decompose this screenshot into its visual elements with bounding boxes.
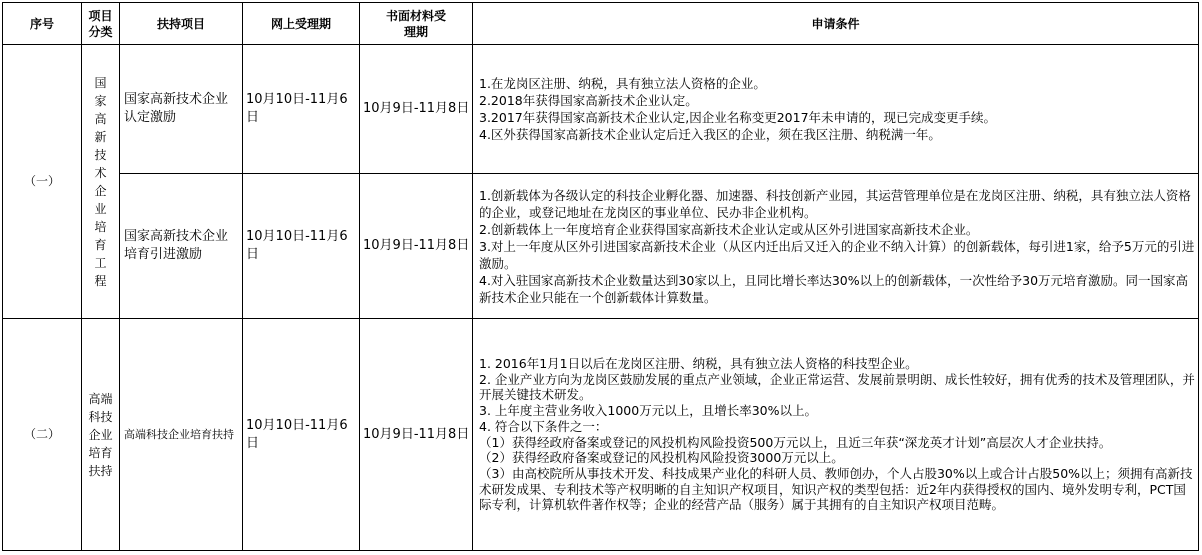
project-name: 国家高新技术企业认定激励 — [120, 45, 243, 174]
header-online: 网上受理期 — [243, 3, 360, 45]
project-name: 国家高新技术企业培育引进激励 — [120, 174, 243, 319]
header-row — [3, 3, 1199, 45]
group-category-label: 高端科技企业培育扶持 — [88, 391, 113, 478]
group-category — [82, 319, 120, 551]
condition-item: 2.创新载体上一年度培育企业获得国家高新技术企业认定或从区外引进国家高新技术企业。 — [479, 221, 979, 237]
condition-item: 3.2017年获得国家高新技术企业认定,因企业名称变更2017年未申请的，现已完成变更手续。 — [479, 110, 997, 125]
policy-table — [2, 2, 1199, 551]
group-category-label: 国家高新技术企业培育工程 — [94, 75, 107, 288]
condition-item: 1. 2016年1月1日以后在龙岗区注册、纳税，具有独立法人资格的科技型企业。 — [479, 355, 918, 371]
condition-item: 3.对上一年度从区外引进国家高新技术企业（从区内迁出后又迁入的企业不纳入计算）的创新载体，每引进1家，给予5万元的引进激励。 — [479, 238, 1195, 271]
online-period: 10月10日-11月6日 — [243, 45, 360, 174]
header-paper — [360, 3, 473, 45]
header-category-label: 项目分类 — [88, 8, 113, 39]
group-category — [82, 45, 120, 319]
conditions-cell — [473, 174, 1199, 319]
condition-item: 3. 上年度主营业务收入1000万元以上，且增长率30%以上。 — [479, 403, 817, 419]
header-category — [82, 3, 120, 45]
header-paper-label: 书面材料受理期 — [385, 8, 446, 39]
condition-item: 1.在龙岗区注册、纳税，具有独立法人资格的企业。 — [479, 76, 766, 91]
project-name: 高端科技企业培育扶持 — [120, 319, 243, 551]
online-period: 10月10日-11月6日 — [243, 174, 360, 319]
conditions-cell — [473, 45, 1199, 174]
condition-item: 2. 企业产业方向为龙岗区鼓励发展的重点产业领域，企业正常运营、发展前景明朗、成长性较好，拥有优秀的技术及管理团队，并开展关键技术研发。 — [479, 371, 1195, 403]
group-seq: （一） — [3, 45, 82, 319]
condition-item: 4. 符合以下条件之一： — [479, 418, 608, 434]
header-seq: 序号 — [3, 3, 82, 45]
condition-item: （1）获得经政府备案或登记的风投机构风险投资500万元以上，且近三年获“深龙英才计划”高层次人才企业扶持。 — [479, 434, 1112, 450]
condition-item: （3）由高校院所从事技术开发、科技成果产业化的科研人员、教师创办，个人占股30%以上或合计占股50%以上；须拥有高新技术研发成果、专利技术等产权明晰的自主知识产权项目，知识产权的类型包括：近2年内获得授权的国内、境外发明专利，PCT国际专利，计算机软件著作权等；企业的经营产品（服务）属于其拥有的自主知识产权项目范畴。 — [479, 465, 1193, 513]
paper-period: 10月9日-11月8日 — [360, 45, 473, 174]
header-conditions: 申请条件 — [473, 3, 1199, 45]
condition-item: （2）获得经政府备案或登记的风投机构风险投资3000万元以上。 — [479, 450, 844, 466]
condition-item: 4.对入驻国家高新技术企业数量达到30家以上，且同比增长率达30%以上的创新载体，一次性给予30万元培育激励。同一国家高新技术企业只能在一个创新载体计算数量。 — [479, 272, 1189, 305]
condition-item: 1.创新载体为各级认定的科技企业孵化器、加速器、科技创新产业园，其运营管理单位是在龙岗区注册、纳税，具有独立法人资格的企业，或登记地址在龙岗区的事业单位、民办非企业机构。 — [479, 187, 1191, 220]
table-row — [3, 319, 1199, 551]
condition-item: 4.区外获得国家高新技术企业认定后迁入我区的企业，须在我区注册、纳税满一年。 — [479, 127, 941, 142]
paper-period: 10月9日-11月8日 — [360, 319, 473, 551]
online-period: 10月10日-11月6日 — [243, 319, 360, 551]
conditions-cell — [473, 319, 1199, 551]
table-row — [3, 45, 1199, 174]
header-project: 扶持项目 — [120, 3, 243, 45]
table-row — [3, 174, 1199, 319]
condition-item: 2.2018年获得国家高新技术企业认定。 — [479, 93, 698, 108]
group-seq: （二） — [3, 319, 82, 551]
paper-period: 10月9日-11月8日 — [360, 174, 473, 319]
